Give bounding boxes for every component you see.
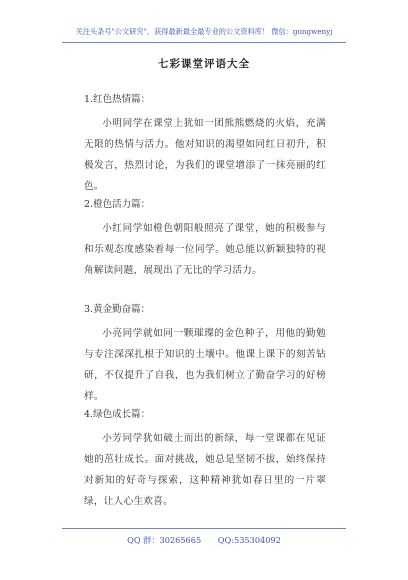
section-heading-orange: 2.橙色活力篇： xyxy=(84,199,151,210)
page-footer xyxy=(0,535,408,546)
document-title: 七彩课堂评语大全 xyxy=(158,58,250,70)
footer-qq: QQ:535304092 xyxy=(217,535,281,545)
section-heading-gold: 3.黄金勤奋篇： xyxy=(84,304,151,315)
section-body-green: 小芳同学犹如破土而出的新绿，每一堂课都在见证她的茁壮成长。面对挑战，她总是坚韧不拔，始终保持对新知的好奇与探索，这种精神犹如春日里的一片翠绿，让人心生欢喜。 xyxy=(84,433,326,507)
section-body-red: 小明同学在课堂上犹如一团熊熊燃烧的火焰，充满无限的热情与活力。他对知识的渴望如同红日初升，积极发言，热烈讨论，为我们的课堂增添了一抹亮丽的红色。 xyxy=(84,118,326,192)
header-divider xyxy=(62,42,346,43)
section-heading-green: 4.绿色成长篇： xyxy=(84,409,151,420)
section-body-orange: 小红同学如橙色朝阳般照亮了课堂，她的积极参与和乐观态度感染着每一位同学。她总能以新颖独特的视角解读问题，展现出了无比的学习活力。 xyxy=(84,223,326,276)
section-heading-red: 1.红色热情篇： xyxy=(84,94,151,105)
page-header-text: 关注头条号"公文研究"，获得最新最全最专业的公文资料库！ 微信：gongwenyj xyxy=(75,27,333,36)
footer-qq-group: QQ 群：30265665 xyxy=(127,535,202,545)
section-body-gold: 小亮同学就如同一颗璀璨的金色种子，用他的勤勉与专注深深扎根于知识的土壤中。他课上课下的刻苦钻研，不仅提升了自我，也为我们树立了勤奋学习的好榜样。 xyxy=(84,328,326,402)
footer-divider xyxy=(62,528,346,529)
